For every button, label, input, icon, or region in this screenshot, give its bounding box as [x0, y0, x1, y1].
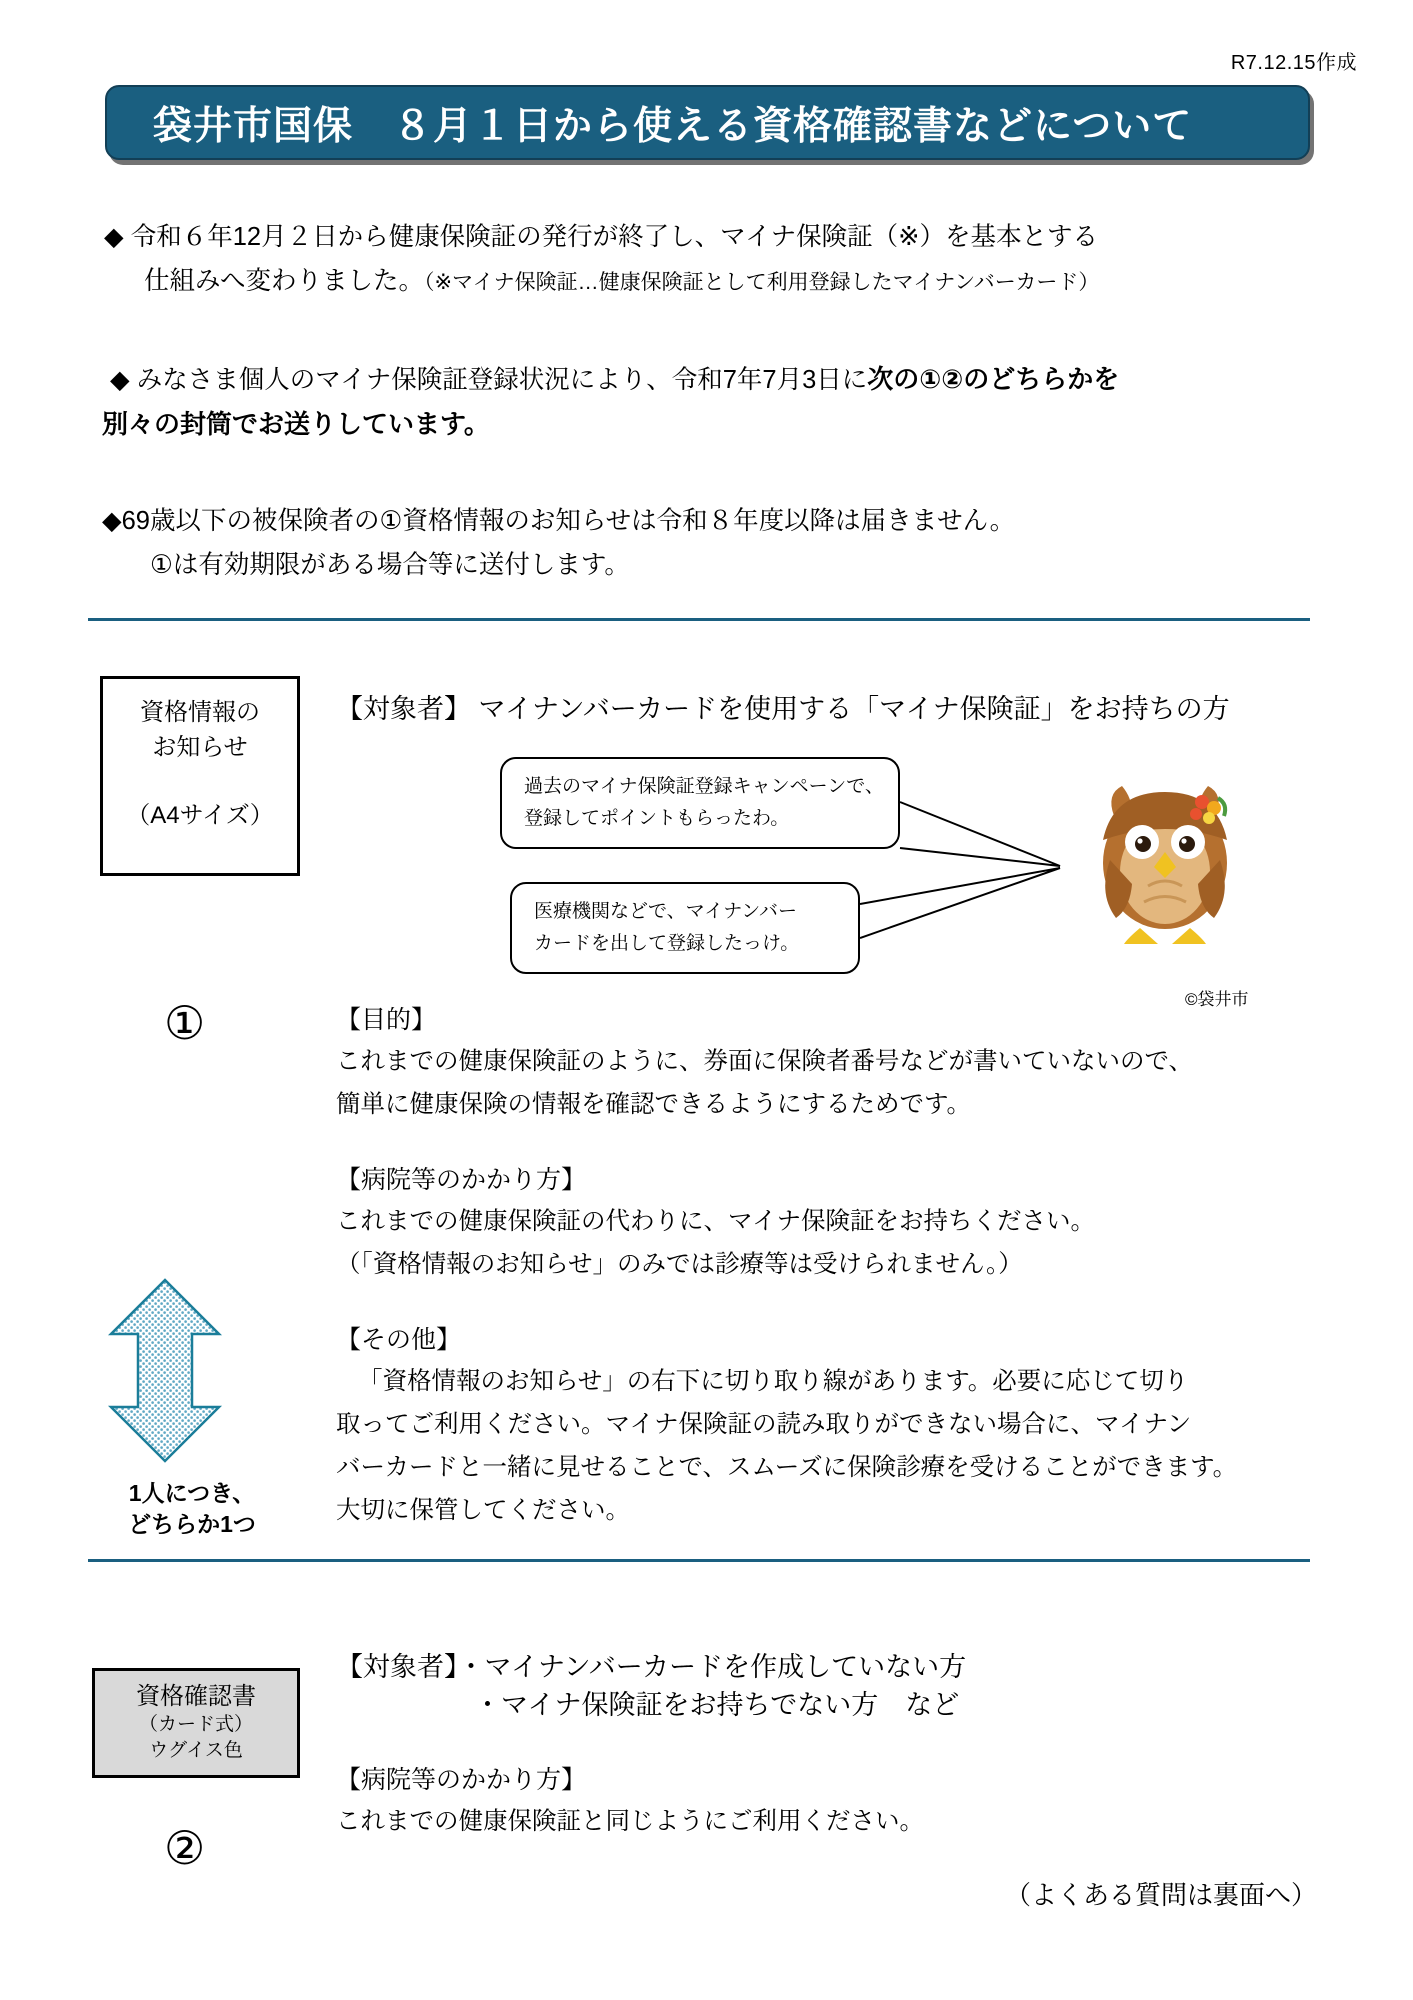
section-divider-bottom [88, 1559, 1310, 1562]
intro-bullet-2-line-1-bold: 次の①②のどちらかを [867, 364, 1120, 394]
section1-block-other-line-3: バーカードと一緒に見せることで、スムーズに保険診療を受けることができます。 [336, 1454, 1238, 1481]
speech-bubble-1-line-2: 登録してポイントもらったわ。 [524, 808, 790, 829]
section1-block-other-line-1: 「資格情報のお知らせ」の右下に切り取り線があります。必要に応じて切り [358, 1368, 1189, 1395]
section1-block-purpose-line-2: 簡単に健康保険の情報を確認できるようにするためです。 [336, 1091, 972, 1118]
intro-bullet-2-line-1-normal: みなさま個人のマイナ保険証登録状況により、令和7年7月3日に [136, 366, 868, 394]
section1-block-hospital-line-1: これまでの健康保険証の代わりに、マイナ保険証をお持ちください。 [336, 1208, 1096, 1235]
speech-bubble-2-line-2: カードを出して登録したっけ。 [534, 933, 800, 954]
bullet-marker-1: ◆ [104, 223, 124, 251]
section1-label-line-1: 資格情報の [140, 699, 260, 726]
section2-target-heading: 【対象者】 [336, 1652, 458, 1682]
section2-label-line-3: ウグイス色 [149, 1740, 243, 1761]
section-divider-top [88, 618, 1310, 621]
bullet-marker-2: ◆ [110, 366, 130, 394]
intro-bullet-2-line-2-bold: 別々の封筒でお送りしています。 [102, 409, 490, 439]
owl-illustration [1070, 768, 1260, 968]
section2-label-line-1: 資格確認書 [136, 1683, 256, 1710]
section1-block-purpose-line-1: これまでの健康保険証のように、券面に保険者番号などが書いていないので、 [336, 1048, 1194, 1075]
intro-bullet-2 [0, 357, 1413, 447]
double-arrow-icon [106, 1278, 224, 1463]
arrow-caption [92, 1478, 292, 1540]
section2-target-first-row [336, 1648, 966, 1686]
section1-block-hospital [336, 1160, 1095, 1286]
section2-howto-line: これまでの健康保険証と同じようにご利用ください。 [336, 1808, 924, 1835]
section2-target-block [336, 1648, 966, 1724]
intro-bullet-3-line-2: ①は有効期限がある場合等に送付します。 [150, 551, 630, 579]
spacer [0, 315, 1413, 357]
spacer [0, 457, 1413, 499]
section1-block-purpose [336, 1000, 1193, 1126]
section2-label-box [92, 1668, 300, 1778]
title-banner [105, 85, 1310, 160]
section1-target-line: 【対象者】 マイナンバーカードを使用する「マイナ保険証」をお持ちの方 [336, 694, 1230, 724]
section1-block-other-line-2: 取ってご利用ください。マイナ保険証の読み取りができない場合に、マイナン [336, 1411, 1192, 1438]
intro-section [0, 215, 1413, 597]
speech-bubble-tails [860, 756, 1100, 996]
section1-block-other-heading: 【その他】 [336, 1326, 462, 1354]
intro-bullet-3-line-1: 69歳以下の被保険者の①資格情報のお知らせは令和８年度以降は届きません。 [121, 507, 1016, 535]
document-date-stamp: R7.12.15作成 [1230, 52, 1357, 74]
section2-howto-heading: 【病院等のかかり方】 [336, 1766, 587, 1794]
section1-block-purpose-heading: 【目的】 [336, 1006, 437, 1034]
section2-label-line-2: （カード式） [138, 1714, 253, 1735]
speech-bubble-2 [510, 882, 860, 974]
section1-number: ① [164, 997, 206, 1049]
footer-note: （よくある質問は裏面へ） [1004, 1880, 1317, 1910]
section1-block-other [336, 1320, 1237, 1532]
section2-number: ② [164, 1822, 206, 1874]
section2-howto-block [336, 1760, 924, 1843]
speech-bubble-1 [500, 757, 900, 849]
owl-mascot [1070, 768, 1260, 968]
section1-label-box [100, 676, 300, 876]
arrow-caption-line-2: どちらか1つ [128, 1511, 256, 1537]
intro-bullet-1-line-2-main: 仕組みへ変わりました。 [144, 267, 424, 295]
arrow-caption-line-1: 1人につき、 [128, 1480, 256, 1506]
bullet-marker-3: ◆ [102, 507, 122, 535]
section1-block-hospital-line-2: （「資格情報のお知らせ」のみでは診療等は受けられません。） [336, 1251, 1023, 1278]
section1-label-line-2: お知らせ [152, 734, 248, 761]
page-title: 袋井市国保 ８月１日から使える資格確認書などについて [153, 104, 1193, 148]
mascot-credit: ©袋井市 [1185, 990, 1249, 1009]
speech-bubble-1-line-1: 過去のマイナ保険証登録キャンペーンで、 [524, 776, 884, 797]
section2-target-item-2: ・マイナ保険証をお持ちでない方 など [474, 1690, 960, 1720]
section1-block-other-line-4: 大切に保管してください。 [336, 1497, 630, 1524]
section2-target-item-1: ・マイナンバーカードを作成していない方 [457, 1652, 967, 1682]
intro-bullet-1 [0, 215, 1413, 305]
intro-bullet-1-line-2-note: （※マイナ保険証…健康保険証として利用登録したマイナンバーカード） [424, 271, 1100, 294]
section1-label-line-3: （A4サイズ） [126, 802, 274, 829]
speech-bubble-2-line-1: 医療機関などで、マイナンバー [534, 901, 797, 922]
section1-block-hospital-heading: 【病院等のかかり方】 [336, 1166, 587, 1194]
intro-bullet-3 [0, 499, 1413, 587]
intro-bullet-1-line-1: 令和６年12月２日から健康保険証の発行が終了し、マイナ保険証（※）を基本とする [130, 223, 1098, 251]
